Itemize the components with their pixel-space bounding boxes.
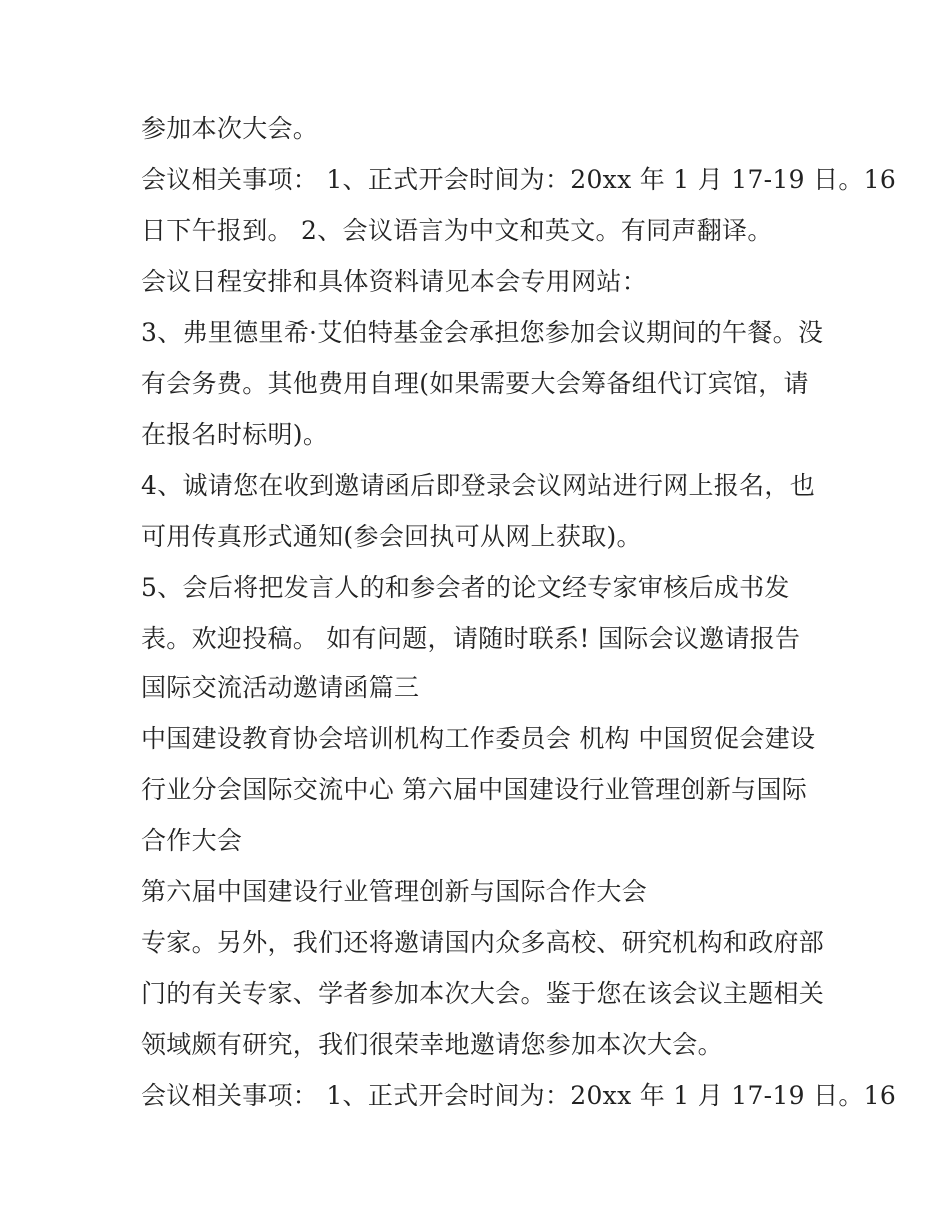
text-line: 会议相关事项： 1、正式开会时间为：20xx 年 1 月 17-19 日。16 xyxy=(141,165,897,194)
text-line: 门的有关专家、学者参加本次大会。鉴于您在该会议主题相关 xyxy=(141,979,825,1008)
text-line: 表。欢迎投稿。 如有问题，请随时联系! 国际会议邀请报告 xyxy=(141,624,801,653)
text-line: 合作大会 xyxy=(141,826,243,855)
text-line: 专家。另外，我们还将邀请国内众多高校、研究机构和政府部 xyxy=(141,928,825,957)
text-line: 领域颇有研究，我们很荣幸地邀请您参加本次大会。 xyxy=(141,1030,723,1059)
text-line: 3、弗里德里希·艾伯特基金会承担您参加会议期间的午餐。没 xyxy=(141,318,824,347)
text-line: 5、会后将把发言人的和参会者的论文经专家审核后成书发 xyxy=(141,573,790,602)
text-line: 会议日程安排和具体资料请见本会专用网站： xyxy=(141,267,648,296)
text-line: 会议相关事项： 1、正式开会时间为：20xx 年 1 月 17-19 日。16 xyxy=(141,1081,897,1110)
text-line: 在报名时标明)。 xyxy=(141,420,329,449)
text-line: 第六届中国建设行业管理创新与国际合作大会 xyxy=(141,877,648,906)
section-heading: 国际交流活动邀请函篇三 xyxy=(141,673,420,702)
text-line: 中国建设教育协会培训机构工作委员会 机构 中国贸促会建设 xyxy=(141,724,816,753)
text-line: 行业分会国际交流中心 第六届中国建设行业管理创新与国际 xyxy=(141,775,808,804)
text-line: 可用传真形式通知(参会回执可从网上获取)。 xyxy=(141,522,642,551)
text-line: 有会务费。其他费用自理(如果需要大会筹备组代订宾馆，请 xyxy=(141,369,809,398)
text-line: 日下午报到。 2、会议语言为中文和英文。有同声翻译。 xyxy=(141,216,773,245)
text-line: 参加本次大会。 xyxy=(141,114,319,143)
text-line: 4、诚请您在收到邀请函后即登录会议网站进行网上报名，也 xyxy=(141,471,816,500)
